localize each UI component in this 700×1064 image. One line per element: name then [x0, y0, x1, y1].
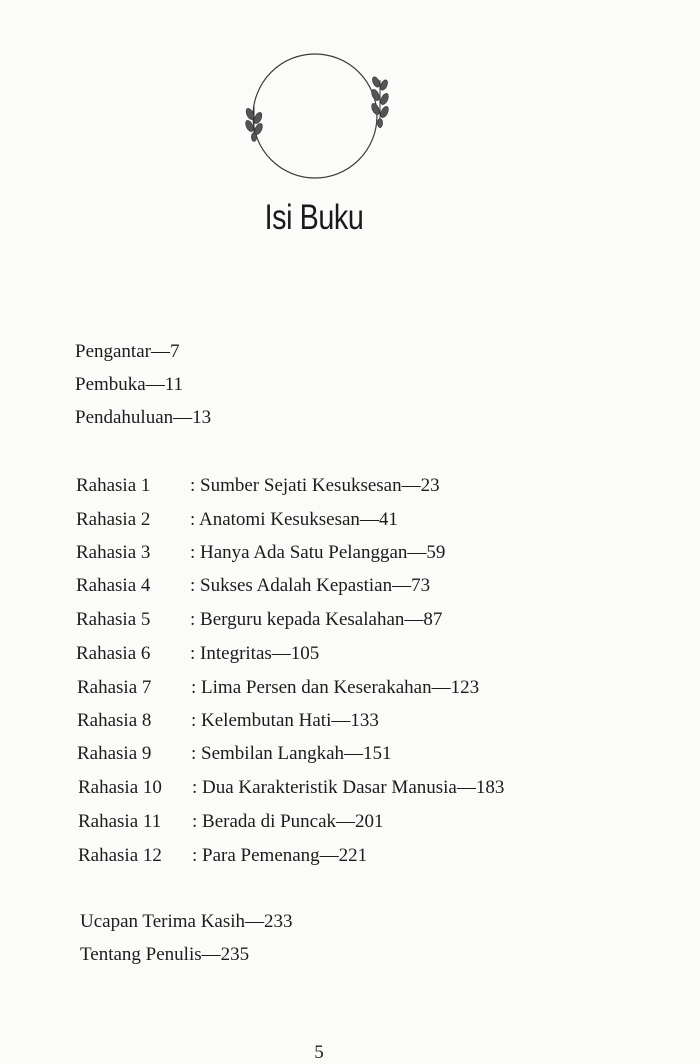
toc-entry-pengantar: Pengantar—7	[75, 341, 180, 362]
chapter-number: Rahasia 10	[78, 777, 162, 798]
chapter-number: Rahasia 4	[76, 575, 151, 596]
chapter-number: Rahasia 1	[76, 475, 151, 496]
toc-entry-ucapan-terima-kasih: Ucapan Terima Kasih—233	[80, 911, 293, 932]
chapter-number: Rahasia 9	[77, 743, 152, 764]
chapter-title: : Para Pemenang—221	[192, 845, 368, 866]
chapter-number: Rahasia 7	[77, 677, 152, 698]
chapter-title: : Berguru kepada Kesalahan—87	[190, 609, 443, 630]
laurel-wreath-icon	[240, 48, 390, 184]
chapter-title: : Sukses Adalah Kepastian—73	[190, 575, 431, 596]
page-title: Isi Buku	[264, 198, 364, 237]
chapter-title: : Dua Karakteristik Dasar Manusia—183	[192, 777, 505, 798]
toc-entry-tentang-penulis: Tentang Penulis—235	[80, 944, 250, 965]
chapter-title: : Anatomi Kesuksesan—41	[190, 509, 398, 530]
page-number: 5	[314, 1042, 324, 1063]
chapter-number: Rahasia 12	[78, 845, 162, 866]
chapter-number: Rahasia 6	[76, 643, 151, 664]
chapter-title: : Hanya Ada Satu Pelanggan—59	[190, 542, 446, 563]
chapter-title: : Sumber Sejati Kesuksesan—23	[190, 475, 440, 496]
toc-entry-pembuka: Pembuka—11	[75, 374, 184, 395]
chapter-number: Rahasia 11	[78, 811, 162, 832]
chapter-title: : Kelembutan Hati—133	[191, 710, 379, 731]
chapter-title: : Sembilan Langkah—151	[191, 743, 392, 764]
chapter-number: Rahasia 5	[76, 609, 151, 630]
chapter-number: Rahasia 3	[76, 542, 151, 563]
toc-entry-pendahuluan: Pendahuluan—13	[75, 407, 212, 428]
chapter-title: : Integritas—105	[190, 643, 320, 664]
chapter-number: Rahasia 8	[77, 710, 152, 731]
chapter-number: Rahasia 2	[76, 509, 151, 530]
chapter-title: : Berada di Puncak—201	[192, 811, 384, 832]
chapter-title: : Lima Persen dan Keserakahan—123	[191, 677, 480, 698]
